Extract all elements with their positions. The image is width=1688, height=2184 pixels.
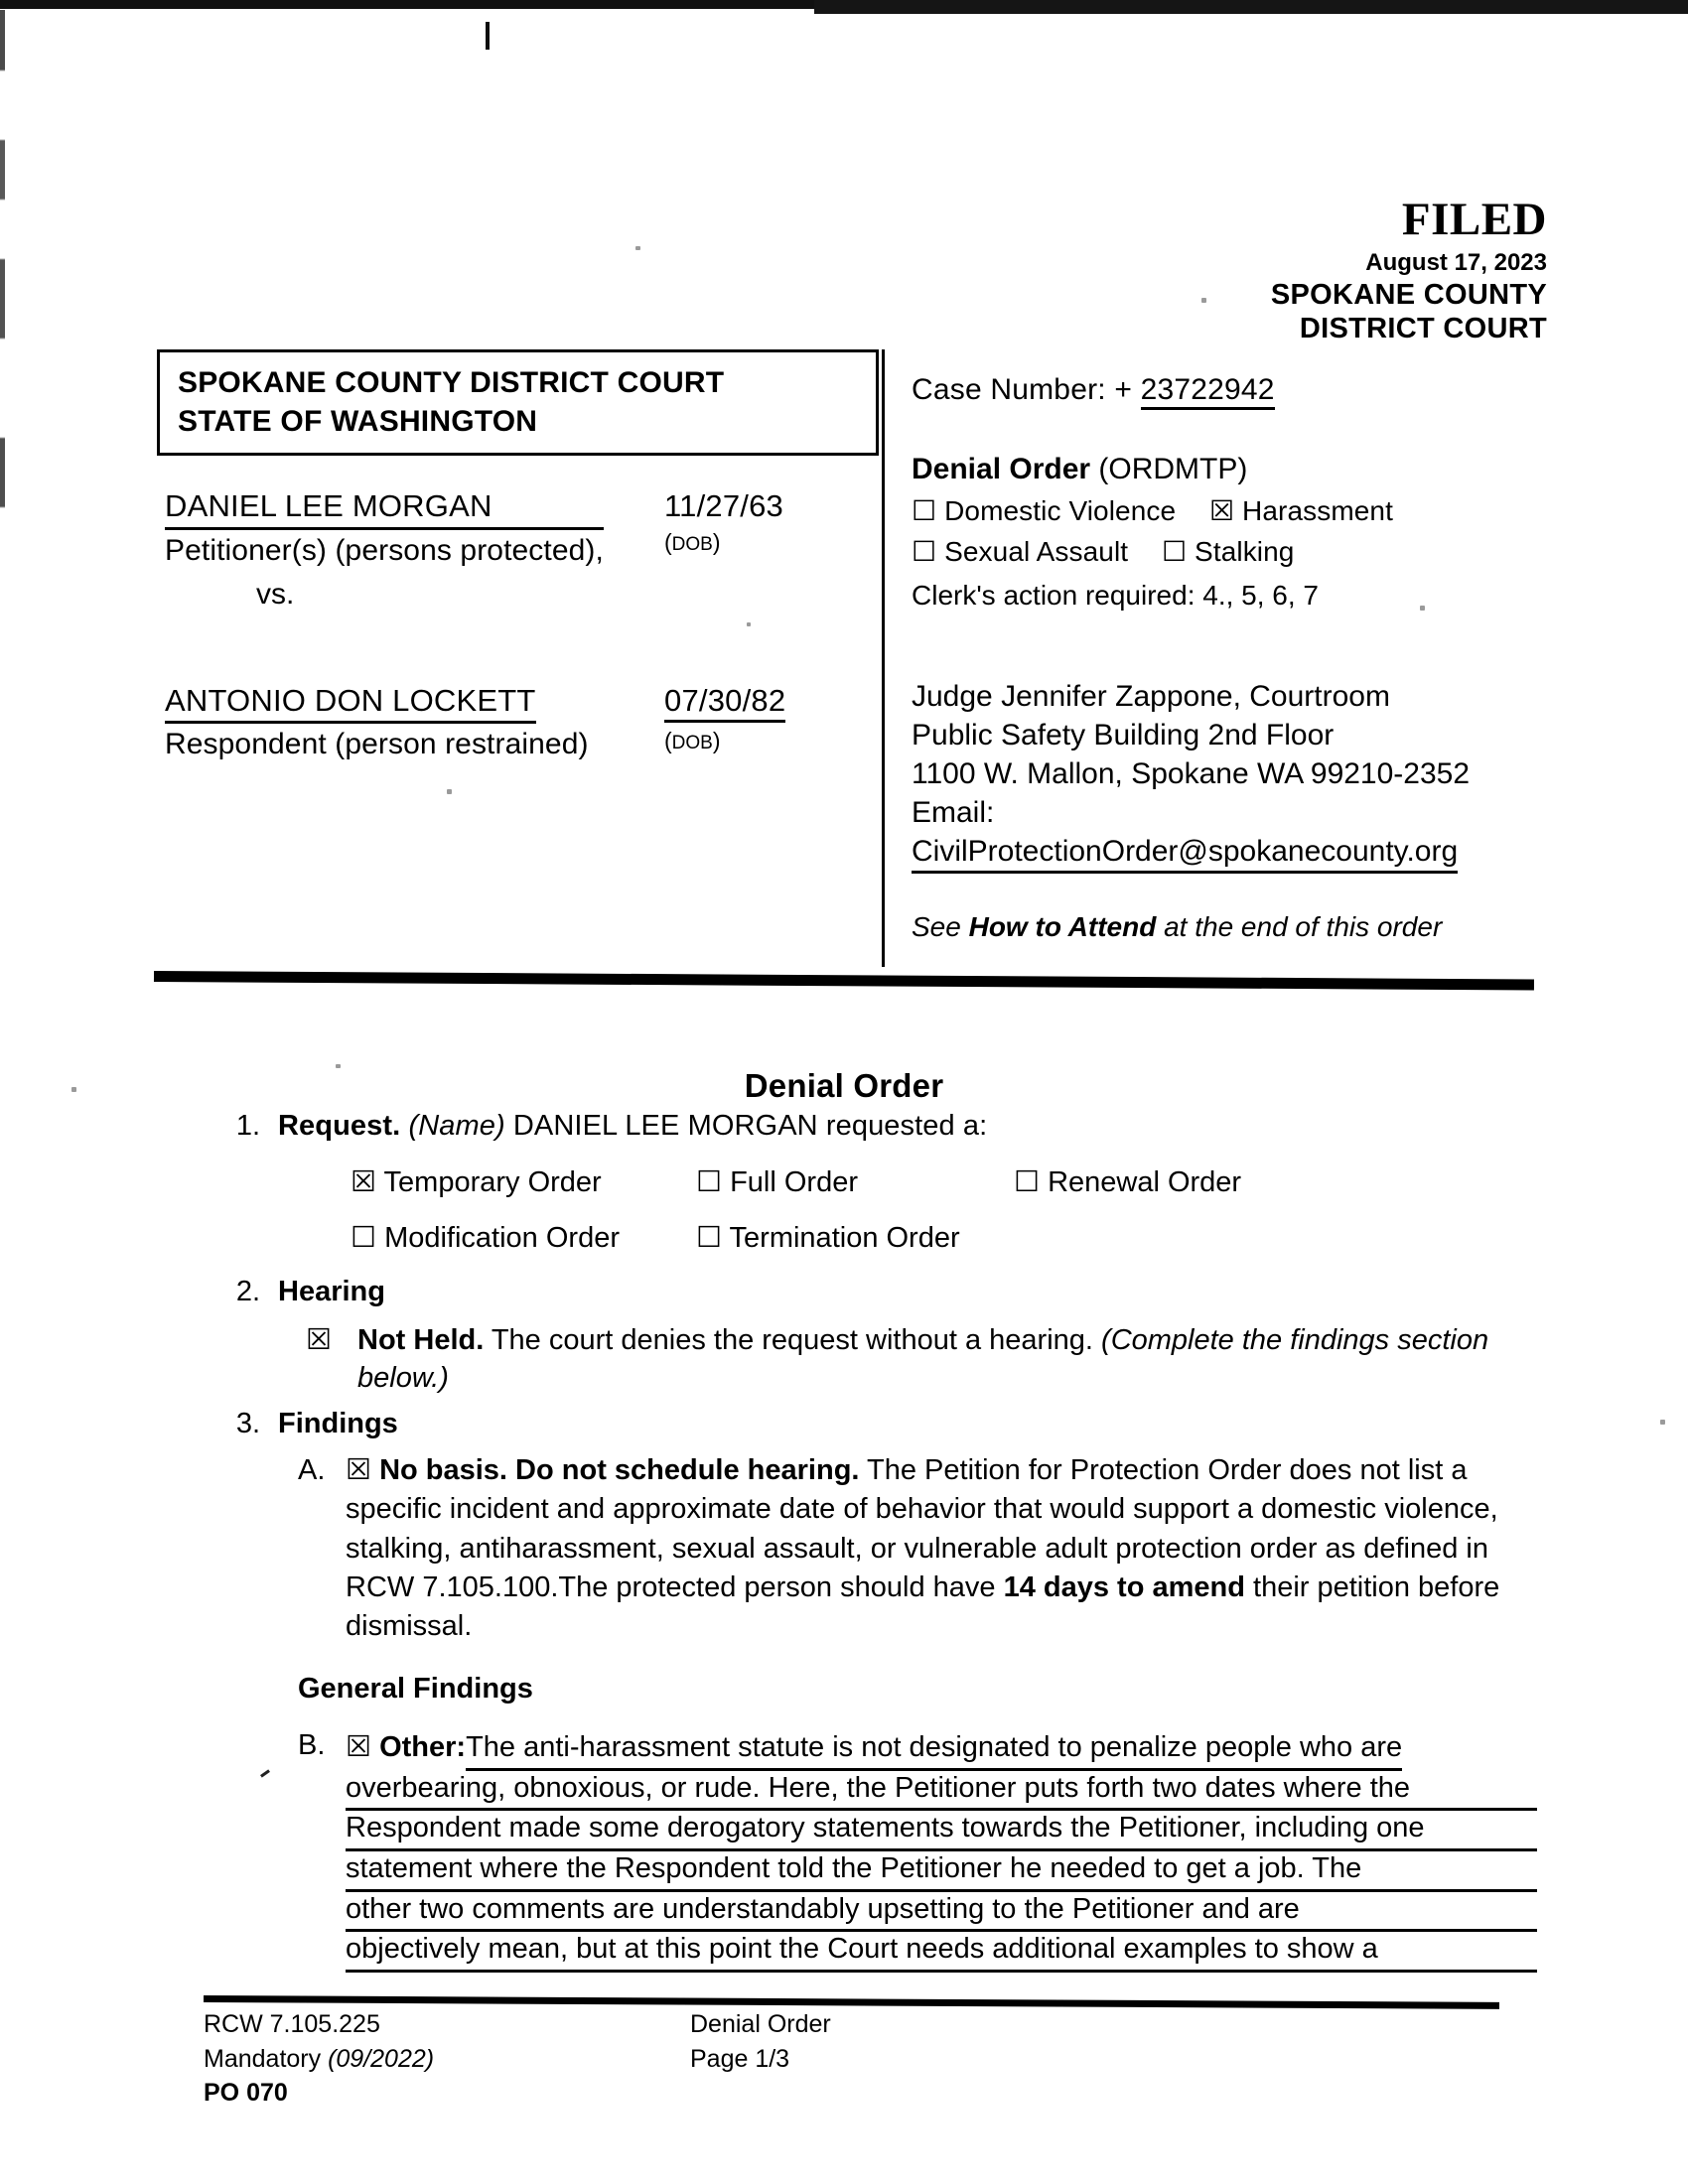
other-label: Other: <box>379 1731 467 1763</box>
respondent-row <box>165 683 875 762</box>
checkbox-modification-order-icon[interactable]: ☐ <box>351 1222 376 1254</box>
finding-a-item <box>298 1451 1534 1646</box>
petitioner-dob-value: 11/27/63 <box>664 488 783 523</box>
filed-stamp-court: DISTRICT COURT <box>1299 312 1547 344</box>
judge-building-line: Public Safety Building 2nd Floor <box>912 719 1335 751</box>
footer-mandatory-label: Mandatory <box>204 2044 329 2073</box>
checkbox-temporary-order-icon[interactable]: ☒ <box>351 1166 376 1198</box>
checkbox-sexual-assault-icon[interactable]: ☐ <box>912 536 937 567</box>
request-tail: requested a: <box>817 1110 988 1142</box>
how-to-attend-pre: See <box>912 911 969 942</box>
option-temporary-order[interactable] <box>351 1164 602 1199</box>
footer-center-block <box>690 2007 831 2076</box>
caption-vertical-divider <box>882 349 885 967</box>
judge-email-address[interactable]: CivilProtectionOrder@spokanecounty.org <box>912 832 1458 874</box>
respondent-dob-caption <box>664 728 863 754</box>
section-3-findings <box>199 1408 1529 1440</box>
section-3-number: 3. <box>235 1408 260 1439</box>
petitioner-role-label: Petitioner(s) (persons protected), <box>165 527 604 569</box>
scan-speck-icon <box>635 246 640 250</box>
finding-b-text <box>346 1729 1537 1973</box>
scan-speck-icon <box>1660 1420 1665 1425</box>
finding-b-line-6: objectively mean, but at this point the Court needs additional examples to show a <box>346 1932 1537 1973</box>
versus-label: vs. <box>256 577 295 611</box>
option-renewal-order[interactable] <box>1014 1164 1241 1199</box>
how-to-attend-bold: How to Attend <box>968 911 1157 942</box>
checkbox-harassment-label: Harassment <box>1242 495 1393 526</box>
order-type-bold: Denial Order <box>912 453 1091 485</box>
finding-a-body-part2: their petition before dismissal. <box>346 1570 1500 1643</box>
not-held-instruction: (Complete the findings section below.) <box>357 1324 1489 1394</box>
no-basis-label: No basis. Do not schedule hearing. <box>379 1454 860 1486</box>
not-held-sentence: The court denies the request without a hearing. <box>484 1324 1102 1356</box>
finding-a-body-part1: The Petition for Protection Order does not list a specific incident and approximate date of behavior that would support a domestic violence, stalking, antiharassment, sexual assault, or vulnerable adult protection order as defined in RCW 7.105.100.The protected person should have <box>346 1454 1498 1603</box>
section-2-number: 2. <box>235 1276 260 1307</box>
finding-a-text <box>346 1451 1534 1646</box>
dob-label: DOB <box>671 534 713 555</box>
case-number-label: Case Number: + <box>912 373 1141 406</box>
how-to-attend-post: at the end of this order <box>1156 911 1443 942</box>
checkbox-other-icon[interactable]: ☒ <box>346 1731 371 1763</box>
footer-page-number: Page 1/3 <box>690 2044 790 2073</box>
finding-b-item <box>298 1729 1539 1973</box>
finding-b-line-1: The anti-harassment statute is not designated to penalize people who are <box>466 1730 1402 1771</box>
section-3-heading: Findings <box>278 1408 398 1439</box>
scan-speck-icon <box>260 1769 270 1777</box>
parties-block <box>165 488 875 762</box>
finding-b-first-line <box>346 1729 1537 1771</box>
finding-b-line-5: other two comments are understandably upsetting to the Petitioner and are <box>346 1892 1537 1933</box>
footer-doc-name: Denial Order <box>690 2010 831 2038</box>
finding-b-line-2: overbearing, obnoxious, or rude. Here, the Petitioner puts forth two dates where the <box>346 1771 1537 1812</box>
petitioner-name: DANIEL LEE MORGAN <box>165 488 492 523</box>
order-type-checkbox-row-2 <box>912 535 1532 568</box>
paren-open: ( <box>664 529 672 555</box>
court-name-box <box>157 349 879 456</box>
petitioner-dob-caption <box>664 529 863 556</box>
respondent-role-label: Respondent (person restrained) <box>165 727 589 760</box>
filed-stamp-county: SPOKANE COUNTY <box>1270 278 1547 311</box>
judge-email-label: Email: <box>912 796 995 829</box>
caption-right-column <box>912 373 1532 943</box>
footer-mandatory <box>204 2042 434 2077</box>
petitioner-row <box>165 488 875 612</box>
checkbox-no-basis-icon[interactable]: ☒ <box>346 1454 371 1486</box>
order-type-checkbox-row-1 <box>912 494 1532 527</box>
checkbox-full-order-icon[interactable]: ☐ <box>696 1166 722 1198</box>
respondent-names <box>165 683 646 762</box>
checkbox-stalking-icon[interactable]: ☐ <box>1161 536 1188 567</box>
checkbox-renewal-order-icon[interactable]: ☐ <box>1014 1166 1040 1198</box>
finding-a-bold-days: 14 days to amend <box>1003 1570 1245 1603</box>
option-full-order[interactable] <box>696 1164 858 1199</box>
checkbox-full-order-label: Full Order <box>730 1166 858 1198</box>
respondent-dob-cell <box>646 683 863 754</box>
how-to-attend-note <box>912 911 1532 943</box>
checkbox-modification-order-label: Modification Order <box>384 1222 620 1254</box>
hearing-not-held-item <box>306 1322 1527 1397</box>
court-name-line2: STATE OF WASHINGTON <box>178 405 538 438</box>
judge-name-line: Judge Jennifer Zappone, Courtroom <box>912 680 1390 713</box>
request-name-hint: (Name) <box>408 1110 505 1142</box>
finding-b-line-3: Respondent made some derogatory statements towards the Petitioner, including one <box>346 1811 1537 1851</box>
checkbox-termination-order-label: Termination Order <box>729 1222 960 1254</box>
judge-address-line: 1100 W. Mallon, Spokane WA 99210-2352 <box>912 757 1471 790</box>
court-name-line1: SPOKANE COUNTY DISTRICT COURT <box>178 366 725 399</box>
option-termination-order[interactable] <box>696 1220 960 1255</box>
section-1-request <box>199 1110 1529 1143</box>
option-modification-order[interactable] <box>351 1220 620 1255</box>
order-type-title <box>912 453 1532 486</box>
checkbox-harassment-icon[interactable]: ☒ <box>1208 495 1235 526</box>
petitioner-names <box>165 488 646 612</box>
paren-close: ) <box>712 529 721 555</box>
case-caption-table <box>157 349 1532 975</box>
document-title: Denial Order <box>744 1067 944 1104</box>
checkbox-not-held-icon[interactable]: ☒ <box>306 1324 332 1356</box>
section-1-text <box>278 1110 987 1143</box>
case-number-field <box>912 373 1532 407</box>
dob-label: DOB <box>671 732 713 753</box>
checkbox-termination-order-icon[interactable]: ☐ <box>696 1222 722 1254</box>
checkbox-domestic-violence-icon[interactable]: ☐ <box>912 495 937 526</box>
filed-stamp-word: FILED <box>1401 194 1547 245</box>
checkbox-stalking-label: Stalking <box>1195 536 1295 567</box>
checkbox-sexual-assault-label: Sexual Assault <box>944 536 1129 567</box>
request-options-row-2 <box>351 1220 1542 1276</box>
checkbox-temporary-order-label: Temporary Order <box>383 1166 602 1198</box>
request-label: Request. <box>278 1110 401 1142</box>
paren-close: ) <box>712 727 721 753</box>
order-type-code: (ORDMTP) <box>1090 453 1248 485</box>
scan-speck-icon <box>486 22 490 50</box>
petitioner-dob-cell <box>646 488 863 556</box>
footer-mandatory-date: (09/2022) <box>328 2044 435 2073</box>
clerks-action-required: Clerk's action required: 4., 5, 6, 7 <box>912 580 1319 611</box>
footer-form-code: PO 070 <box>204 2079 288 2107</box>
request-options-row-1 <box>351 1164 1542 1220</box>
finding-b-marker: B. <box>298 1729 326 1761</box>
section-2-hearing <box>199 1276 1529 1308</box>
hearing-not-held-text <box>357 1322 1527 1397</box>
judge-contact-block <box>912 677 1532 874</box>
scan-edge-artifact-top-right <box>814 0 1688 14</box>
checkbox-domestic-violence-label: Domestic Violence <box>944 495 1177 526</box>
request-options-grid <box>351 1164 1542 1276</box>
section-2-heading: Hearing <box>278 1276 385 1307</box>
footer-rcw: RCW 7.105.225 <box>204 2010 380 2038</box>
finding-b-line-4: statement where the Respondent told the Petitioner he needed to get a job. The <box>346 1851 1537 1892</box>
scan-edge-artifact-left <box>0 10 5 705</box>
not-held-label: Not Held. <box>357 1324 485 1356</box>
request-requester-name: DANIEL LEE MORGAN <box>504 1110 818 1142</box>
respondent-dob-value: 07/30/82 <box>664 683 785 723</box>
case-number-value: 23722942 <box>1141 373 1275 410</box>
general-findings-heading: General Findings <box>298 1673 533 1705</box>
respondent-name: ANTONIO DON LOCKETT <box>165 683 536 724</box>
filed-stamp <box>1271 194 1547 344</box>
footer-left-block <box>204 2007 434 2111</box>
filed-stamp-date: August 17, 2023 <box>1365 248 1547 276</box>
scan-speck-icon <box>1201 298 1206 303</box>
section-1-number: 1. <box>235 1110 260 1142</box>
finding-a-marker: A. <box>298 1454 326 1486</box>
paren-open: ( <box>664 727 672 753</box>
checkbox-renewal-order-label: Renewal Order <box>1048 1166 1242 1198</box>
